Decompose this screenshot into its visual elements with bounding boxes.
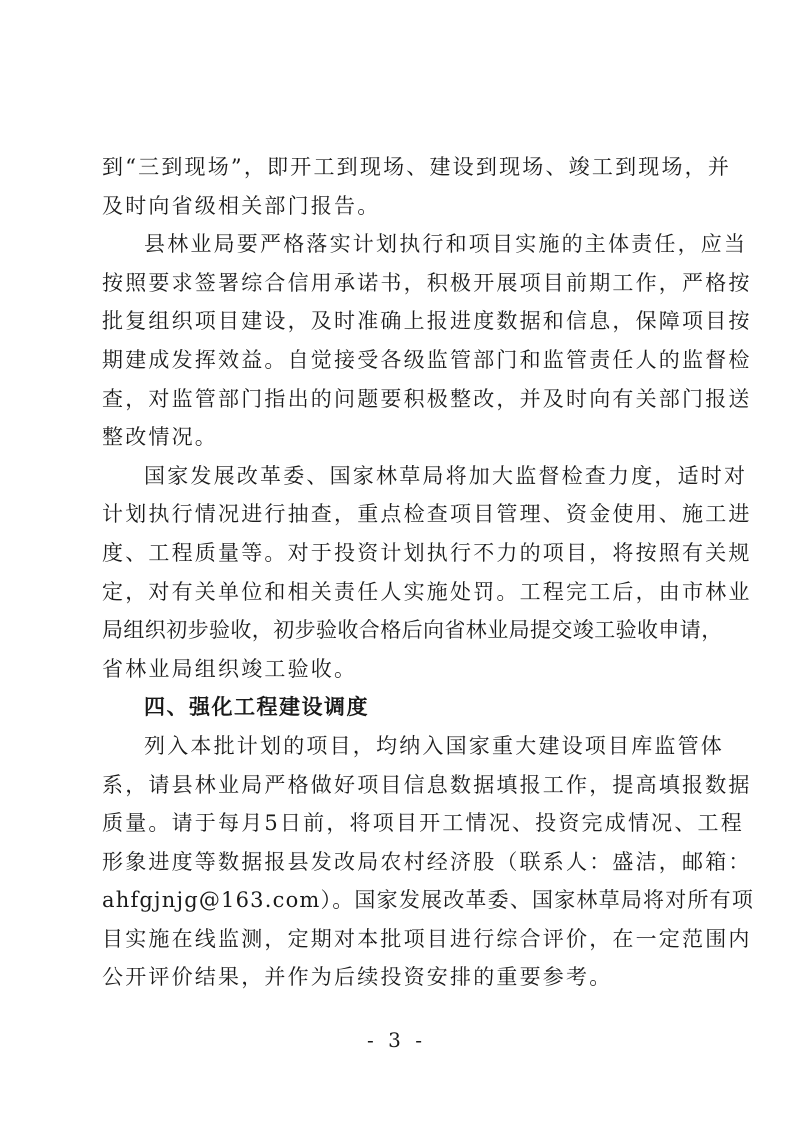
text-line: 目实施在线监测，定期对本批项目进行综合评价，在一定范围内 — [102, 926, 752, 951]
text-line: 形象进度等数据报县发改局农村经济股（联系人：盛洁，邮箱： — [102, 849, 752, 874]
text-line: 省林业局组织竣工验收。 — [102, 656, 358, 681]
section-heading: 四、强化工程建设调度 — [144, 695, 369, 720]
text-line: 定，对有关单位和相关责任人实施处罚。工程完工后，由市林业 — [102, 579, 752, 604]
text-line: 及时向省级相关部门报告。 — [102, 193, 381, 218]
text-line: 公开评价结果，并作为后续投资安排的重要参考。 — [102, 965, 613, 990]
text-line: 整改情况。 — [102, 425, 218, 450]
text-line: 局组织初步验收，初步验收合格后向省林业局提交竣工验收申请， — [102, 618, 723, 643]
paragraph-start-line: 列入本批计划的项目，均纳入国家重大建设项目库监管体 — [144, 733, 724, 758]
paragraph-start-line: 国家发展改革委、国家林草局将加大监督检查力度，适时对 — [144, 463, 748, 488]
text-line: 系，请县林业局严格做好项目信息数据填报工作，提高填报数据 — [102, 772, 752, 797]
text-line: ahfgjnjg@163.com）。国家发展改革委、国家林草局将对所有项 — [102, 888, 755, 913]
text-line: 批复组织项目建设，及时准确上报进度数据和信息，保障项目按 — [102, 309, 752, 334]
text-line: 按照要求签署综合信用承诺书，积极开展项目前期工作，严格按 — [102, 270, 752, 295]
page-number: - 3 - — [367, 1028, 426, 1052]
text-line: 度、工程质量等。对于投资计划执行不力的项目，将按照有关规 — [102, 540, 752, 565]
text-line: 查，对监管部门指出的问题要积极整改，并及时向有关部门报送 — [102, 386, 752, 411]
paragraph-start-line: 县林业局要严格落实计划执行和项目实施的主体责任，应当 — [144, 232, 748, 257]
text-line: 到“三到现场”，即开工到现场、建设到现场、竣工到现场，并 — [102, 155, 732, 179]
text-line: 计划执行情况进行抽查，重点检查项目管理、资金使用、施工进 — [102, 502, 752, 527]
body-text — [102, 148, 755, 997]
text-line: 期建成发挥效益。自觉接受各级监管部门和监管责任人的监督检 — [102, 347, 752, 372]
text-line: 质量。请于每月5日前，将项目开工情况、投资完成情况、工程 — [102, 811, 744, 836]
